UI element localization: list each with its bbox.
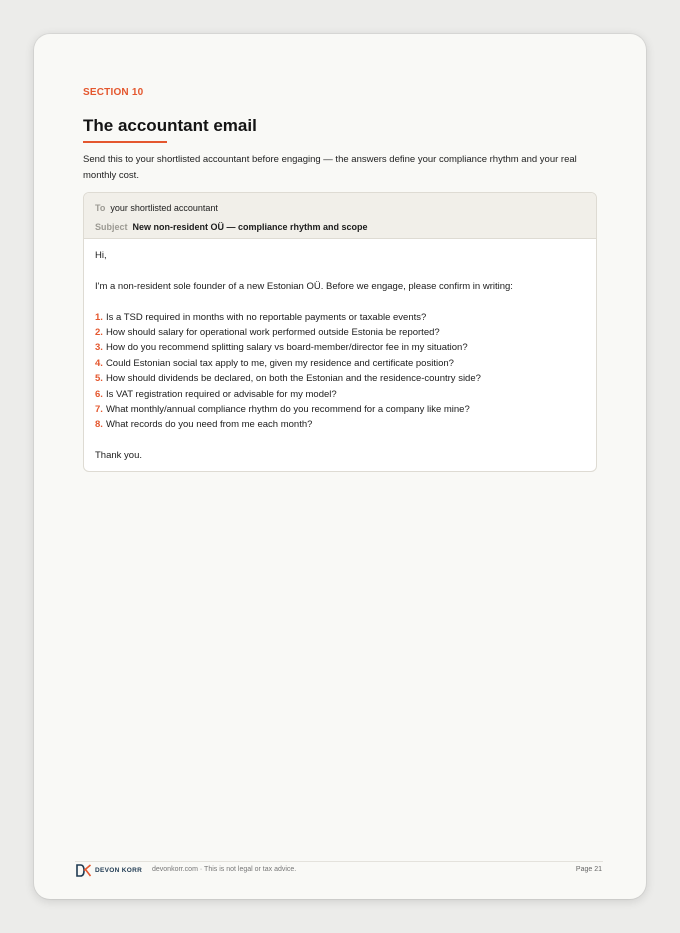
brand-logo <box>76 863 142 877</box>
list-item <box>95 325 585 340</box>
footer-site: devonkorr.com <box>152 866 198 873</box>
list-item <box>95 371 585 386</box>
email-closing: Thank you. <box>95 450 142 462</box>
document-page <box>34 34 646 899</box>
question-text: Is a TSD required in months with no reportable payments or taxable events? <box>105 311 427 323</box>
question-number: 5. <box>95 373 103 385</box>
question-number: 6. <box>95 388 103 400</box>
list-item <box>95 310 585 325</box>
question-number: 1. <box>95 311 103 323</box>
email-to-value: your shortlisted accountant <box>110 203 218 213</box>
email-greeting: Hi, <box>95 250 107 261</box>
page-title: The accountant email <box>83 116 257 135</box>
email-subject-label: Subject <box>95 222 128 232</box>
email-subject-value: New non-resident OÜ — compliance rhythm and scope <box>132 222 368 232</box>
email-header <box>84 193 596 239</box>
question-number: 8. <box>95 419 103 431</box>
email-to-row <box>95 203 218 213</box>
footer-disclaimer: This is not legal or tax advice. <box>204 866 297 873</box>
question-number: 7. <box>95 404 103 416</box>
email-card <box>83 192 597 472</box>
email-to-label: To <box>95 203 106 213</box>
list-item <box>95 417 585 432</box>
question-text: How should dividends be declared, on both the Estonian and the residence-country side? <box>105 373 481 385</box>
question-number: 3. <box>95 342 103 354</box>
footer-text <box>152 866 296 873</box>
page-number: Page 21 <box>575 866 602 873</box>
list-item <box>95 387 585 402</box>
question-number: 4. <box>95 357 103 369</box>
question-text: What monthly/annual compliance rhythm do you recommend for a company like mine? <box>105 404 470 416</box>
email-body <box>95 248 585 464</box>
list-item <box>95 402 585 417</box>
section-label: SECTION 10 <box>83 87 144 98</box>
question-text: How do you recommend splitting salary vs board-member/director fee in my situation? <box>105 342 468 354</box>
email-opening: I'm a non-resident sole founder of a new Estonian OÜ. Before we engage, please confirm in writing: <box>95 280 513 292</box>
title-underline <box>83 141 167 143</box>
intro-paragraph: Send this to your shortlisted accountant before engaging — the answers define your compliance rhythm and your real monthly cost. <box>83 154 577 181</box>
footer-separator: · <box>199 866 203 873</box>
list-item <box>95 340 585 355</box>
question-text: How should salary for operational work performed outside Estonia be reported? <box>105 327 440 338</box>
footer-divider <box>75 861 603 862</box>
question-text: Is VAT registration required or advisable for my model? <box>105 388 337 400</box>
question-text: Could Estonian social tax apply to me, given my residence and certificate position? <box>105 357 454 369</box>
brand-name: DEVON KORR <box>95 866 143 874</box>
list-item <box>95 356 585 371</box>
dk-logo-icon <box>76 864 92 877</box>
question-text: What records do you need from me each month? <box>105 419 313 431</box>
question-number: 2. <box>95 327 103 338</box>
email-subject-row <box>95 222 368 232</box>
question-list <box>95 310 585 433</box>
